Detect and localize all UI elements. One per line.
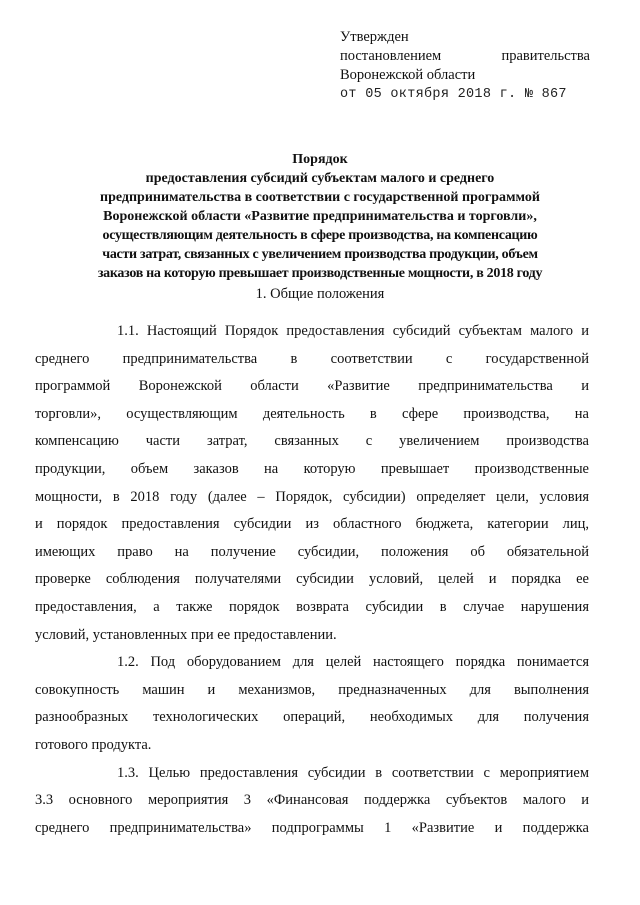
title-line: Воронежской области «Развитие предпринимательства и торговли»,	[103, 209, 537, 224]
title-line: части затрат, связанных с увеличением производства продукции, объем	[102, 247, 538, 262]
paragraph-line: и порядок предоставления субсидии из областного бюджета, категории лиц,	[35, 516, 589, 533]
document-body	[35, 318, 589, 842]
approval-stamp	[340, 28, 590, 104]
paragraph-line: условий, установленных при ее предоставлении.	[35, 626, 337, 643]
paragraph-1-1	[35, 318, 589, 649]
title-line: заказов на которую превышает производственные мощности, в 2018 году	[97, 266, 543, 281]
paragraph-1-3	[35, 760, 589, 843]
paragraph-line: среднего предпринимательства в соответствии с государственной	[35, 350, 589, 367]
paragraph-line: 1.3. Целью предоставления субсидии в соответствии с мероприятием	[117, 764, 589, 781]
paragraph-line: торговли», осуществляющим деятельность в сфере производства, на	[35, 405, 589, 422]
paragraph-line: совокупность машин и механизмов, предназначенных для выполнения	[35, 681, 589, 698]
paragraph-line: мощности, в 2018 году (далее – Порядок, субсидии) определяет цели, условия	[35, 488, 589, 505]
paragraph-line: разнообразных технологических операций, необходимых для получения	[35, 709, 589, 726]
paragraph-line: продукции, объем заказов на которую превышает производственные	[35, 460, 589, 477]
paragraph-line: 1.2. Под оборудованием для целей настоящего порядка понимается	[117, 654, 589, 671]
paragraph-line: среднего предпринимательства» подпрограммы 1 «Развитие и поддержка	[35, 819, 589, 836]
paragraph-line: проверке соблюдения получателями субсидии условий, целей и порядка ее	[35, 571, 589, 588]
approval-region: Воронежской области	[340, 67, 476, 83]
paragraph-line: компенсацию части затрат, связанных с увеличением производства	[35, 433, 589, 450]
section-heading: 1. Общие положения	[255, 286, 385, 302]
paragraph-1-2	[35, 649, 589, 759]
paragraph-line: 1.1. Настоящий Порядок предоставления субсидий субъектам малого и	[117, 323, 589, 339]
title-heading: Порядок	[292, 152, 348, 167]
paragraph-line: 3.3 основного мероприятия 3 «Финансовая поддержка субъектов малого и	[35, 792, 589, 809]
title-line: осуществляющим деятельность в сфере производства, на компенсацию	[102, 228, 538, 243]
approval-approved: Утвержден	[340, 29, 409, 45]
paragraph-line: программой Воронежской области «Развитие предпринимательства и	[35, 378, 589, 395]
title-line: предпринимательства в соответствии с государственной программой	[100, 190, 540, 205]
paragraph-line: готового продукта.	[35, 736, 152, 753]
approval-resolution-word: постановлением	[340, 48, 442, 64]
title-line: предоставления субсидий субъектам малого и среднего	[145, 171, 495, 186]
approval-government-word: правительства	[501, 48, 590, 64]
paragraph-line: предоставления, а также порядок возврата субсидии в случае нарушения	[35, 598, 589, 615]
document-title	[95, 150, 545, 283]
paragraph-line: имеющих право на получение субсидии, положения об обязательной	[35, 543, 589, 560]
approval-date-number: от 05 октября 2018 г. № 867	[340, 87, 567, 102]
approval-resolution-line	[340, 47, 590, 66]
